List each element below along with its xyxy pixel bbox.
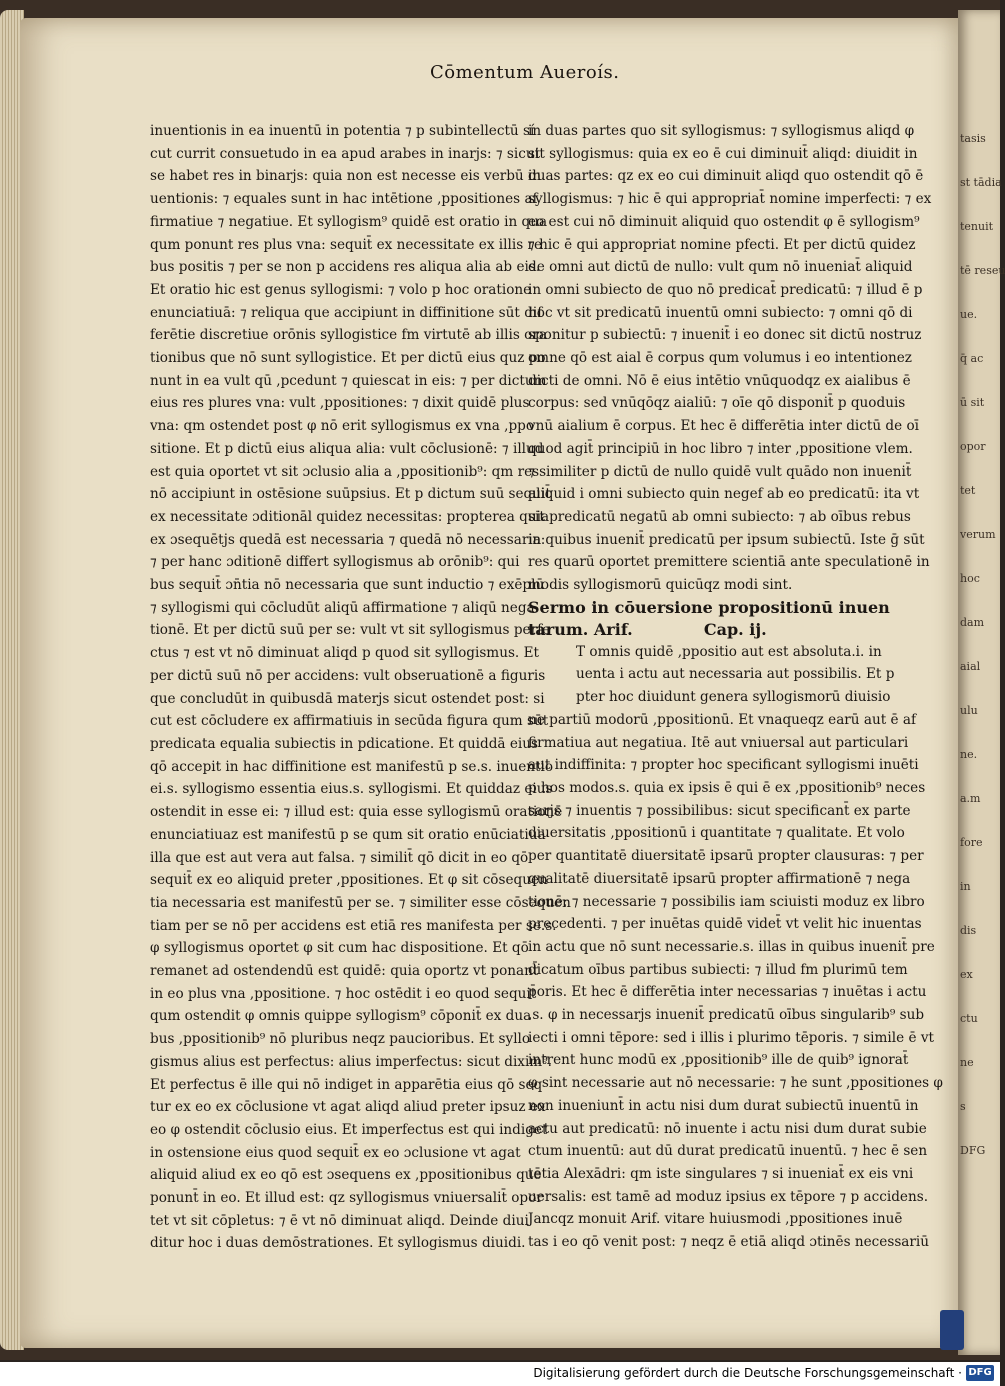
text-line: omne qō est aial ē corpus qum volumus i eo intentionez <box>528 350 912 367</box>
text-line: sit syllogismus: quia ex eo ē cui diminuit̄ aliqd: diuidit in <box>528 145 918 162</box>
text-line: non inueniunt̄ in actu nisi dum durat subiectū inuentū in <box>528 1097 919 1114</box>
text-line: in omni subiecto de quo nō predicat̄ predicatū: ⁊ illud ē p <box>528 281 923 298</box>
facing-page-edge <box>958 10 1005 1355</box>
text-line: Jancqz monuit Arif. vitare huiusmodi ,ppositiones inuē <box>528 1211 903 1228</box>
text-line: cut currit consuetudo in ea apud arabes in inarȷ̇s: ⁊ sicut <box>150 145 541 162</box>
text-line: in ostensione eius quod sequit̄ ex eo ɔclusione vt agat <box>150 1144 521 1161</box>
text-line: p hos modos.s. quia ex ipsis ē qui ē ex ,ppositionib⁹ neces <box>528 779 926 796</box>
text-line: eo φ ostendit cōclusio eius. Et imperfectus est qui indiget <box>150 1121 548 1138</box>
text-line: eius res plures vna: vult ,ppositiones: ⁊ dixit quidē plus <box>150 395 530 412</box>
text-line: remanet ad ostendendū est quidē: quia oportz vt ponant̄ <box>150 963 539 980</box>
running-header: Cōmentum Aueroís. <box>430 62 620 83</box>
text-line: ctum inuentū: aut dū durat predicatū inuentū. ⁊ hec ē sen <box>528 1143 928 1160</box>
text-line: firmatiue ⁊ negatiue. Et syllogism⁹ quidē est oratio in qua <box>150 213 548 230</box>
facing-page-fragment: tenuit <box>960 220 994 233</box>
text-line: intrent hunc modū ex ,ppositionib⁹ ille de quib⁹ ignorat̄ <box>528 1052 909 1069</box>
text-line: qualitatē diuersitatē ipsarū propter affirmationē ⁊ nega <box>528 870 911 887</box>
text-line: enunciatiuā: ⁊ reliqua que accipiunt in diffinitione sūt dif <box>150 304 543 321</box>
text-line: in quibus inuenit̄ predicatū per ipsum subiectū. Iste ḡ sūt <box>528 531 925 548</box>
text-line: inuentionis in ea inuentū in potentia ⁊ p subintellectū sí <box>150 123 535 139</box>
text-line: dicatum oībus partibus subiecti: ⁊ illud fm plurimū tem <box>528 961 908 978</box>
chapter-label: Cap. ij. <box>703 619 767 639</box>
section-heading-line1: Sermo in cōuersione propositionū inuen <box>528 597 890 617</box>
text-line: tionē: ⁊ necessarie ⁊ possibilis iam sciuisti moduz ex libro <box>528 893 925 910</box>
text-line: pter hoc diuidunt genera syllogismorū diuisio <box>576 689 891 706</box>
text-line: ⁊ syllogismi qui cōcludūt aliqū affirmatione ⁊ aliqū nega <box>150 599 535 616</box>
text-line: per dictū suū nō per accidens: vult obseruationē a figuris <box>150 667 546 684</box>
text-line: firmatiua aut negatiua. Itē aut vniuersal aut particulari <box>528 734 909 751</box>
facing-page-fragment: fore <box>960 836 983 849</box>
text-line: nō accipiunt in ostēsione suūpsius. Et p dictum suū sequit̄ <box>150 486 551 503</box>
text-line: T omnis quidē ,ppositio aut est absoluta.i. in <box>576 643 882 660</box>
text-line: ferētie discretiue orōnis syllogistice fm virtutē ab illis ora <box>150 327 547 344</box>
text-line: aut indiffinita: ⁊ propter hoc specificant syllogismi inuēti <box>528 757 919 774</box>
facing-page-fragment: hoc <box>960 572 980 585</box>
facing-page-fragment: DFG <box>960 1144 986 1157</box>
text-line: φ sint necessarie aut nō necessarie: ⁊ he sunt ,ppositiones φ <box>528 1075 943 1092</box>
text-line: illa que est aut vera aut falsa. ⁊ similit̄ qō dicit in eo qō <box>150 849 529 866</box>
facing-page-fragment: ctu <box>960 1012 978 1025</box>
text-line: uersalis: est tamē ad moduz ipsius ex tēpore ⁊ p accidens. <box>528 1188 929 1205</box>
text-line: ctus ⁊ est vt nō diminuat aliqd p quod sit syllogismus. Et <box>150 645 539 662</box>
text-line: vna: qm ostendet post φ nō erit syllogismus ex vna ,ppo <box>150 418 535 435</box>
text-line: in eo plus vna ,ppositione. ⁊ hoc ostēdit i eo quod sequit̄ <box>150 985 537 1002</box>
text-line: sitione. Et p dictū eius aliqua alia: vult cōclusionē: ⁊ illud <box>150 440 544 457</box>
left-text-column <box>150 120 571 1255</box>
text-line: que concludūt in quibusdā materȷ̇s sicut ostendet post: si <box>150 690 545 707</box>
text-line: φ syllogismus oportet φ sit cum hac dispositione. Et qō <box>150 940 529 957</box>
text-line: enunciatiuaz est manifestū p se qum sit oratio enūciatiua <box>150 826 546 843</box>
text-line: uentionis: ⁊ equales sunt in hac intētione ,ppositiones af <box>150 191 538 208</box>
text-line: ditur hoc i duas demōstrationes. Et syllogismus diuidi. <box>150 1235 526 1252</box>
facing-page-fragment: opor <box>960 440 986 453</box>
text-line: aliquid i omni subiecto quin negef ab eo predicatū: ita vt <box>528 486 920 503</box>
facing-page-fragment: tē reseu <box>960 264 1005 277</box>
text-line: tionibus que nō sunt syllogistice. Et per dictū eius quz po <box>150 350 546 367</box>
text-line: iecti i omni tēpore: sed i illis i plurimo tēporis. ⁊ simile ē vt <box>528 1029 934 1046</box>
text-line: tionē. Et per dictū suū per se: vult vt sit syllogismus perfe <box>150 622 551 639</box>
facing-page-fragment: aial <box>960 660 981 673</box>
text-line: quod agit̄ principiū in hoc libro ⁊ inter ,ppositione vlem. <box>528 440 913 457</box>
text-line: per quantitatē diuersitatē ipsarū propter clausuras: ⁊ per <box>528 848 924 865</box>
text-line: nunt in ea vult qū ,pcedunt ⁊ quiescat in eis: ⁊ per dictum <box>150 372 547 389</box>
section-heading-line2 <box>528 619 893 641</box>
facing-page-fragment: st tādia <box>960 176 1002 189</box>
facing-page-fragment: tasis <box>960 132 986 145</box>
text-line: duas partes: qz ex eo cui diminuit aliqd quo ostendit qō ē <box>528 168 924 185</box>
text-line: sit predicatū negatū ab omni subiecto: ⁊ ab oībus rebus <box>528 508 911 525</box>
section-heading-author: tarum. Arif. <box>528 619 633 639</box>
footer-bar <box>0 1362 1000 1386</box>
text-line: qum ponunt res plus vna: sequit̄ ex necessitate ex illis re <box>150 236 543 253</box>
text-line: ⁊ similiter p dictū de nullo quidē vult quādo non inuenit̄ <box>528 463 912 480</box>
text-line: se habet res in binarȷ̇s: quia non est necesse eis verbū in <box>150 168 542 185</box>
facing-page-fragment: verum <box>960 528 996 541</box>
text-line: in duas partes quo sit syllogismus: ⁊ syllogismus aliqd φ <box>528 123 915 139</box>
text-line: predicata equalia subiectis in pdicatione. Et quiddā eius <box>150 735 538 752</box>
text-line: precedenti. ⁊ per inuētas quidē videt̄ vt velit hic inuentas <box>528 916 922 933</box>
text-line: Et oratio hic est genus syllogismi: ⁊ volo p hoc oratione <box>150 281 532 298</box>
text-line: bus sequit̄ ɔn̄tia nō necessaria que sunt inductio ⁊ exēplū <box>150 577 545 594</box>
text-line: actu aut predicatū: nō inuente i actu nisi dum durat subie <box>528 1120 927 1137</box>
text-line: sarȷ̇s ⁊ inuentis ⁊ possibilibus: sicut specificant̄ ex parte <box>528 802 911 819</box>
text-line: tas i eo qō venit post: ⁊ neqz ē etiā aliqd ɔtinēs necessariū <box>528 1234 929 1251</box>
text-line: hoc vt sit predicatū inuentū omni subiecto: ⁊ omni qō di <box>528 304 913 321</box>
facing-page-fragment: ue. <box>960 308 978 321</box>
text-line: dicti de omni. Nō ē eius intētio vnūquodqz ex aialibus ē <box>528 372 911 389</box>
text-line: tētia Alexādri: qm iste singulares ⁊ si inueniat̄ ex eis vni <box>528 1165 914 1182</box>
text-line: ostendit in esse ei: ⁊ illud est: quia esse syllogismū orationē <box>150 804 563 821</box>
text-line: res quarū oportet premittere scientiā ante speculationē in <box>528 554 930 571</box>
facing-page-fragment: ne <box>960 1056 974 1069</box>
text-line: gismus alius est perfectus: alius imperfectus: sicut dixim⁹. <box>150 1053 552 1070</box>
text-line: aliquid aliud ex eo qō est ɔsequens ex ,ppositionibus que <box>150 1167 542 1184</box>
text-line: eo est cui nō diminuit aliquid quo ostendit φ ē syllogism⁹ <box>528 213 920 230</box>
text-line: ei.s. syllogismo essentia eius.s. syllogismi. Et quiddaz eius <box>150 781 553 798</box>
text-line: cut est cōcludere ex affirmatiuis in secūda figura qum sūt <box>150 713 549 730</box>
text-line: tiam per se nō per accidens est etiā res manifesta per se.s. <box>150 917 557 934</box>
text-line: qō accepit in hac diffinitione est manifestū p se.s. inuentio <box>150 758 554 775</box>
facing-page-fragment: ulu <box>960 704 978 717</box>
facing-page-fragment: dis <box>960 924 977 937</box>
text-line: .s. φ in necessarȷ̇s inuenit̄ predicatū oībus singularib⁹ sub <box>528 1007 925 1024</box>
facing-page-fragment: s <box>960 1100 966 1113</box>
facing-page-fragment: ū sit <box>960 396 985 409</box>
color-strip <box>940 1310 964 1350</box>
right-text-column <box>528 120 943 1254</box>
text-line: tur ex eo ex cōclusione vt agat aliqd aliud preter ipsuz ex <box>150 1099 546 1116</box>
facing-page-fragment: ne. <box>960 748 978 761</box>
text-line: tia necessaria est manifestū per se. ⁊ similiter esse cōsequen <box>150 894 571 911</box>
text-line: in actu que nō sunt necessarie.s. illas in quibus inuenit̄ pre <box>528 938 935 955</box>
text-line: modis syllogismorū quicūqz modi sint. <box>528 577 793 594</box>
text-line: sequit̄ ex eo aliquid preter ,ppositiones. Et φ sit cōsequen <box>150 872 548 889</box>
text-line: ponunt̄ in eo. Et illud est: qz syllogismus vniuersalit̄ opor <box>150 1190 543 1207</box>
text-line: ex necessitate ɔditionāl quidez necessitas: propterea quia <box>150 508 550 525</box>
text-line: poris. Et hec ē differētia inter necessarias ⁊ inuētas i actu <box>528 984 927 1001</box>
facing-page-fragment: tet <box>960 484 976 497</box>
text-line: syllogismus: ⁊ hic ē qui appropriat̄ nomine imperfecti: ⁊ ex <box>528 191 932 208</box>
facing-page-fragment: in <box>960 880 971 893</box>
text-line: ⁊ hic ē qui appropriat nomine pfecti. Et per dictū quidez <box>528 236 916 253</box>
facing-page-fragment: a.m <box>960 792 981 805</box>
text-line: corpus: sed vnūqōqz aialiū: ⁊ oīe qō disponit̄ p quoduis <box>528 395 906 412</box>
facing-page-fragment: q̄ ac <box>960 352 984 365</box>
text-line: de omni aut dictū de nullo: vult qum nō inueniat̄ aliquid <box>528 259 913 276</box>
text-line: qum ostendit φ omnis quippe syllogism⁹ cōponit̄ ex dua <box>150 1008 532 1025</box>
text-line: ⁊ per hanc ɔditionē differt syllogismus ab orōnib⁹: qui <box>150 554 520 571</box>
text-line: Et perfectus ē ille qui nō indiget in apparētia eius qō seq <box>150 1076 543 1093</box>
text-line: uenta i actu aut necessaria aut possibilis. Et p <box>576 666 895 683</box>
text-line: bus ,ppositionib⁹ nō pluribus neqz paucioribus. Et syllo <box>150 1031 531 1048</box>
right-column-upper <box>528 120 932 597</box>
dfg-logo: DFG <box>966 1365 994 1381</box>
facing-page-fragment: ex <box>960 968 973 981</box>
facing-page-fragment: dam <box>960 616 985 629</box>
text-line: vnū aialium ē corpus. Et hec ē differētia inter dictū de oī <box>528 418 920 435</box>
text-line: bus positis ⁊ per se non p accidens res aliqua alia ab eis. <box>150 259 541 276</box>
footer-credit: Digitalisierung gefördert durch die Deutsche Forschungsgemeinschaft · <box>533 1366 962 1380</box>
text-line: tet vt sit cōpletus: ⁊ ē vt nō diminuat aliqd. Deinde diui <box>150 1212 529 1229</box>
text-line: est quia oportet vt sit ɔclusio alia a ,ppositionib⁹: qm res <box>150 463 540 480</box>
text-line: ex ɔsequētȷ̇s quedā est necessaria ⁊ quedā nō necessaria: <box>150 531 546 548</box>
right-column-lower <box>528 641 943 1254</box>
text-line: sponitur p subiectū: ⁊ inuenit̄ i eo donec sit dictū nostruz <box>528 327 922 344</box>
text-line: ne partiū modorū ,ppositionū. Et vnaqueqz earū aut ē af <box>528 711 917 728</box>
text-line: diuersitatis ,ppositionū i quantitate ⁊ qualitate. Et volo <box>528 825 905 842</box>
